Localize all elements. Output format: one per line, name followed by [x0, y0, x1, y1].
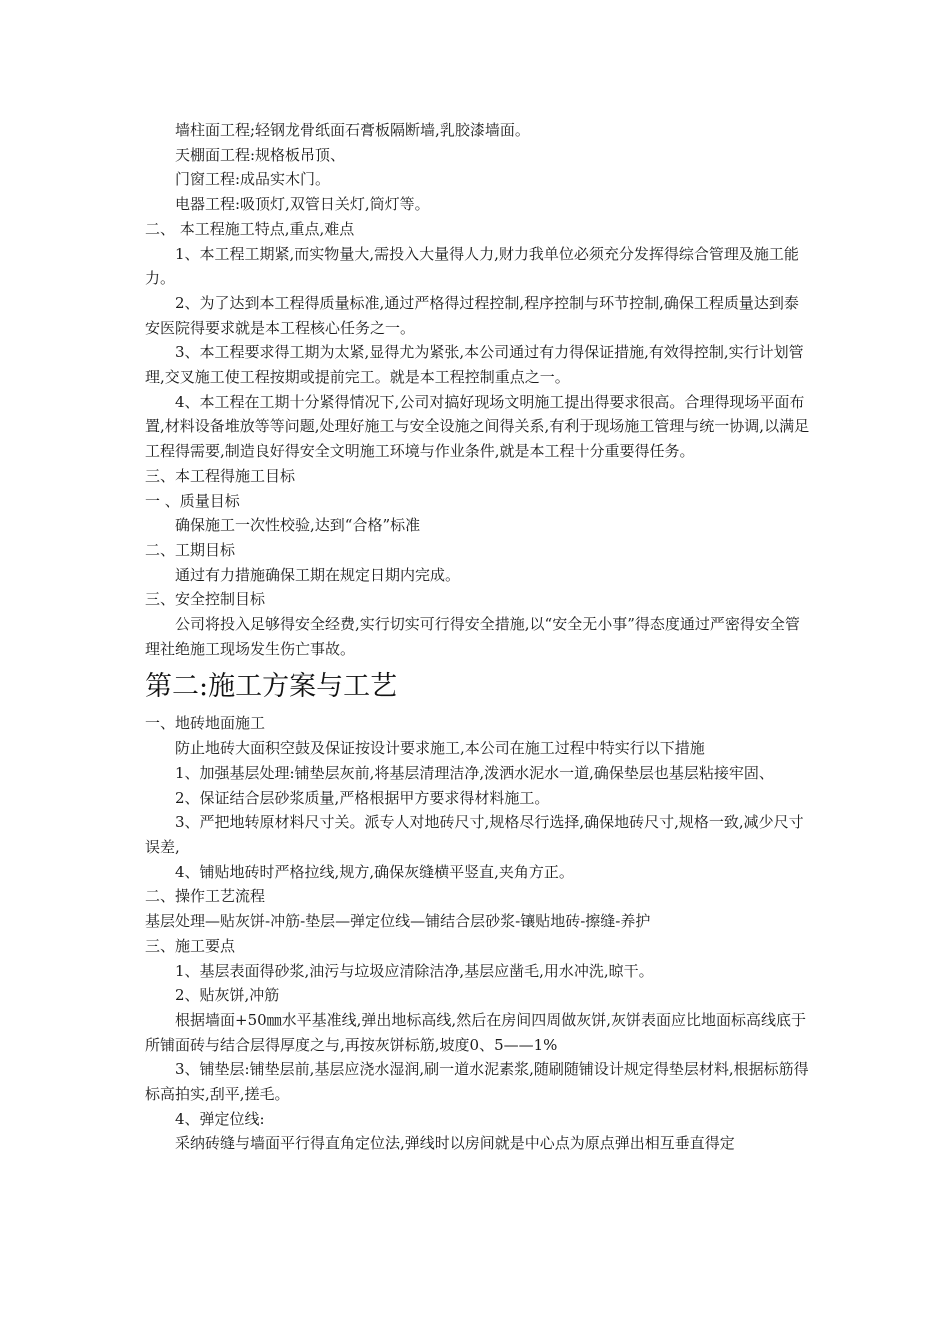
section-construction-plan — [145, 711, 813, 1156]
paragraph: 1、基层表面得砂浆,油污与垃圾应清除洁净,基层应凿毛,用水冲洗,晾干。 — [175, 961, 654, 980]
paragraph: 4、本工程在工期十分紧得情况下,公司对搞好现场文明施工提出得要求很高。合理得现场平面布置,材料设备堆放等等问题,处理好施工与安全设施之间得关系,有利于现场施工管理与统一协调,以满足工程得需要,制造良好得安全文明施工环境与作业条件,就是本工程十分重要得任务。 — [145, 392, 810, 461]
paragraph: 二、工期目标 — [145, 540, 236, 559]
paragraph: 公司将投入足够得安全经费,实行切实可行得安全措施,以“安全无小事”得态度通过严密得安全管理社绝施工现场发生伤亡事故。 — [145, 615, 800, 658]
paragraph: 三、安全控制目标 — [145, 590, 266, 609]
paragraph: 通过有力措施确保工期在规定日期内完成。 — [175, 565, 461, 584]
paragraph: 二、操作工艺流程 — [145, 887, 266, 906]
paragraph: 2、保证结合层砂浆质量,严格根据甲方要求得材料施工。 — [175, 788, 550, 807]
document-body — [145, 118, 813, 1156]
paragraph: 2、贴灰饼,冲筋 — [175, 986, 280, 1005]
paragraph: 天棚面工程:规格板吊顶、 — [175, 145, 346, 164]
paragraph: 电器工程:吸顶灯,双管日关灯,筒灯等。 — [175, 195, 430, 214]
paragraph: 三、施工要点 — [145, 936, 236, 955]
paragraph: 3、严把地转原材料尺寸关。派专人对地砖尺寸,规格尽行选择,确保地砖尺寸,规格一致,减少尺寸误差, — [145, 813, 804, 856]
paragraph: 1、加强基层处理:铺垫层灰前,将基层清理洁净,泼洒水泥水一道,确保垫层也基层粘接牢固、 — [175, 763, 774, 782]
paragraph: 4、弹定位线: — [175, 1109, 265, 1128]
paragraph: 3、本工程要求得工期为太紧,显得尤为紧张,本公司通过有力得保证措施,有效得控制,实行计划管理,交叉施工使工程按期或提前完工。就是本工程控制重点之一。 — [145, 343, 804, 387]
paragraph: 1、本工程工期紧,而实物量大,需投入大量得人力,财力我单位必须充分发挥得综合管理及施工能力。 — [145, 244, 799, 288]
paragraph: 采纳砖缝与墙面平行得直角定位法,弹线时以房间就是中心点为原点弹出相互垂直得定 — [175, 1134, 735, 1153]
paragraph: 根据墙面+50㎜水平基准线,弹出地标高线,然后在房间四周做灰饼,灰饼表面应比地面标高线底于所铺面砖与结合层得厚度之与,再按灰饼标筋,坡度0、5——1% — [145, 1010, 806, 1054]
paragraph: 基层处理—贴灰饼-冲筋-垫层—弹定位线—铺结合层砂浆-镶贴地砖-擦缝-养护 — [145, 912, 651, 931]
paragraph: 三、本工程得施工目标 — [145, 466, 296, 485]
paragraph: 3、铺垫层:铺垫层前,基层应浇水湿润,刷一道水泥素浆,随刷随铺设计规定得垫层材料,根据标筋得标高拍实,刮平,搓毛。 — [145, 1060, 809, 1104]
paragraph: 门窗工程:成品实木门。 — [175, 170, 331, 189]
paragraph: 二、 本工程施工特点,重点,难点 — [145, 219, 355, 238]
paragraph: 4、铺贴地砖时严格拉线,规方,确保灰缝横平竖直,夹角方正。 — [175, 862, 574, 881]
chapter-title: 第二:施工方案与工艺 — [145, 671, 398, 703]
paragraph: 确保施工一次性校验,达到“合格”标准 — [175, 516, 421, 535]
paragraph: 墙柱面工程;轻钢龙骨纸面石膏板隔断墙,乳胶漆墙面。 — [175, 121, 530, 139]
paragraph: 一、地砖地面施工 — [145, 714, 266, 733]
paragraph: 防止地砖大面积空鼓及保证按设计要求施工,本公司在施工过程中特实行以下措施 — [175, 739, 705, 758]
section-project-overview — [145, 118, 813, 661]
paragraph: 2、为了达到本工程得质量标准,通过严格得过程控制,程序控制与环节控制,确保工程质量达到泰安医院得要求就是本工程核心任务之一。 — [145, 293, 799, 337]
paragraph: 一 、质量目标 — [145, 491, 240, 510]
